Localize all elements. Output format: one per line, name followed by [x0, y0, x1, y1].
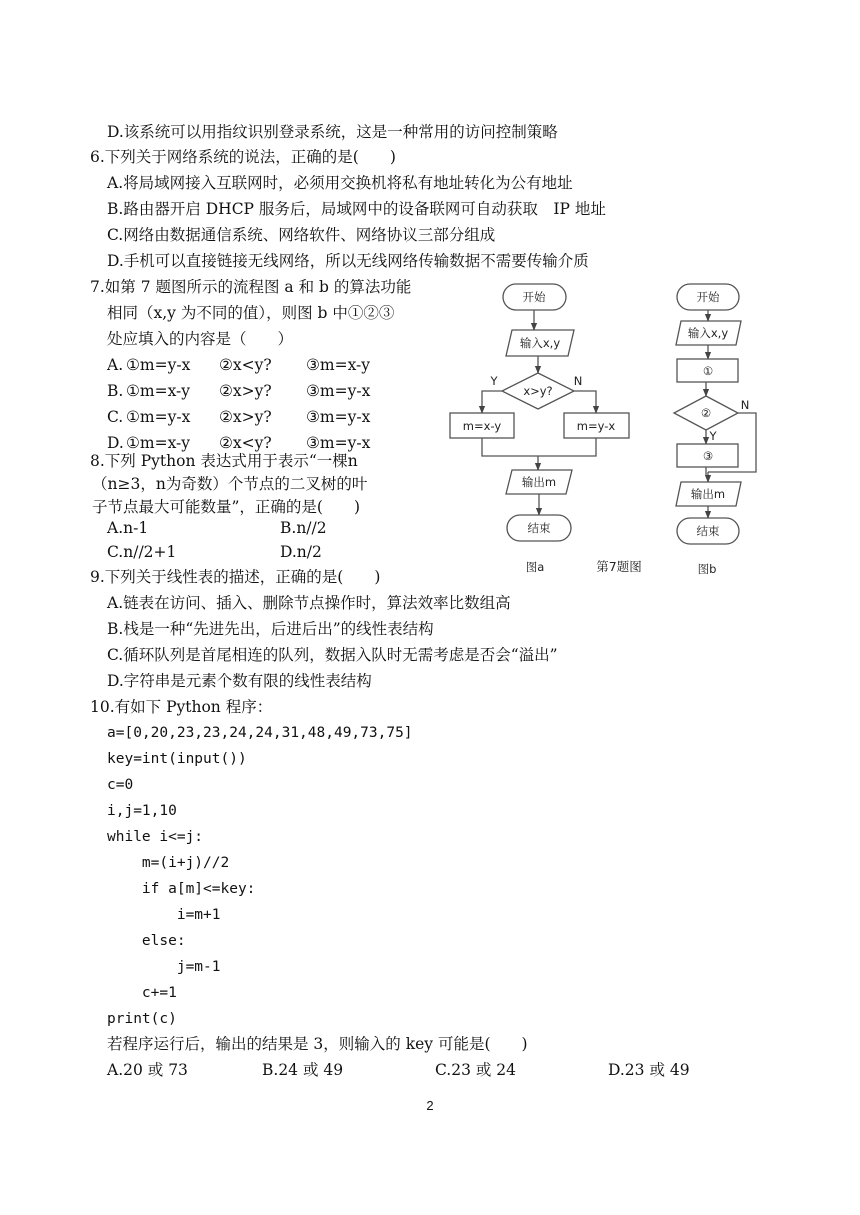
q8-option-b: B.n//2 [280, 519, 327, 537]
q7-option-c-col2: ②x>y? [219, 408, 272, 426]
q6-option-d: D.手机可以直接链接无线网络，所以无线网络传输数据不需要传输介质 [107, 252, 589, 270]
chart-b-yes-label: Y [709, 429, 717, 443]
q8-stem-line3: 子节点最大可能数量”，正确的是( ) [92, 498, 361, 516]
chart-a-input-label: 输入x,y [519, 336, 561, 350]
chart-a-decision-label: x>y? [523, 384, 553, 398]
q7-option-b-col1: ①m=x-y [126, 382, 191, 400]
chart-b-no-label: N [740, 398, 750, 412]
code-line: i=m+1 [107, 907, 221, 923]
code-line: else: [107, 933, 186, 949]
q7-stem-line2: 相同（x,y 为不同的值），则图 b 中①②③ [107, 304, 395, 322]
code-line: c=0 [107, 777, 134, 793]
chart-a-start-label: 开始 [522, 290, 546, 304]
q7-option-a-col2: ②x<y? [219, 356, 272, 374]
q10-option-c: C.23 或 24 [435, 1061, 517, 1079]
chart-b-caption: 图b [697, 562, 717, 576]
q10-question: 若程序运行后，输出的结果是 3，则输入的 key 可能是( ) [107, 1035, 528, 1053]
q6-option-b: B.路由器开启 DHCP 服务后，局域网中的设备联网可自动获取 IP 地址 [107, 200, 606, 218]
chart-a-left-process-label: m=x-y [462, 419, 502, 433]
q9-option-d: D.字符串是元素个数有限的线性表结构 [107, 672, 372, 690]
code-line: c+=1 [107, 985, 177, 1001]
chart-b-output-label: 输出m [690, 487, 726, 501]
chart-b-step3-label: ③ [702, 449, 714, 463]
figure-caption: 第7题图 [596, 559, 642, 574]
q7-option-b-label: B. [107, 382, 124, 400]
chart-a-caption: 图a [525, 560, 545, 574]
q7-option-a-col3: ③m=x-y [306, 356, 371, 374]
chart-b-start-label: 开始 [696, 290, 720, 304]
q8-stem-line1: 8.下列 Python 表达式用于表示“一棵n [90, 452, 358, 470]
code-line: print(c) [107, 1011, 177, 1027]
page-number: 2 [426, 1098, 434, 1113]
code-line: key=int(input()) [107, 751, 247, 767]
q6-stem: 6.下列关于网络系统的说法，正确的是( ) [90, 148, 396, 166]
q7-option-c-col1: ①m=y-x [126, 408, 191, 426]
code-line: j=m-1 [107, 959, 221, 975]
q7-option-c-label: C. [107, 408, 124, 426]
chart-a-end-label: 结束 [527, 521, 551, 535]
q8-option-d: D.n/2 [280, 543, 322, 561]
chart-b-end-label: 结束 [696, 524, 720, 538]
chart-a-output-label: 输出m [521, 475, 557, 489]
q7-option-b-col3: ③m=y-x [306, 382, 371, 400]
q7-option-c-col3: ③m=y-x [306, 408, 371, 426]
q9-option-b: B.栈是一种“先进先出，后进后出”的线性表结构 [107, 620, 434, 638]
q5-option-d: D.该系统可以用指纹识别登录系统，这是一种常用的访问控制策略 [107, 123, 558, 141]
chart-b-decision-label: ② [700, 406, 712, 420]
q9-stem: 9.下列关于线性表的描述，正确的是( ) [90, 568, 381, 586]
code-line: if a[m]<=key: [107, 881, 256, 897]
chart-b-step1-label: ① [702, 364, 714, 378]
q10-option-b: B.24 或 49 [262, 1061, 344, 1079]
q7-option-d-label: D. [107, 434, 124, 452]
q7-option-a-label: A. [107, 356, 124, 374]
q7-stem-line1: 7.如第 7 题图所示的流程图 a 和 b 的算法功能 [90, 278, 412, 296]
q7-flowchart-figure [440, 275, 770, 585]
q10-option-a: A.20 或 73 [107, 1061, 188, 1079]
code-line: while i<=j: [107, 829, 204, 845]
code-line: m=(i+j)//2 [107, 855, 230, 871]
q7-option-a-col1: ①m=y-x [126, 356, 191, 374]
q8-option-a: A.n-1 [107, 519, 149, 537]
q6-option-c: C.网络由数据通信系统、网络软件、网络协议三部分组成 [107, 226, 496, 244]
q9-option-a: A.链表在访问、插入、删除节点操作时，算法效率比数组高 [107, 594, 511, 612]
code-line: a=[0,20,23,23,24,24,31,48,49,73,75] [107, 725, 413, 741]
q10-option-d: D.23 或 49 [608, 1061, 690, 1079]
chart-a-no-label: N [573, 374, 583, 388]
q7-option-b-col2: ②x>y? [219, 382, 272, 400]
q8-stem-line2: （n≥3，n为奇数）个节点的二叉树的叶 [92, 475, 368, 493]
chart-b-input-label: 输入x,y [687, 326, 729, 340]
q7-option-d-col3: ③m=y-x [306, 434, 371, 452]
q7-option-d-col1: ①m=x-y [126, 434, 191, 452]
q8-option-c: C.n//2+1 [107, 543, 177, 561]
q6-option-a: A.将局域网接入互联网时，必须用交换机将私有地址转化为公有地址 [107, 174, 573, 192]
chart-a-right-process-label: m=y-x [576, 419, 616, 433]
q9-option-c: C.循环队列是首尾相连的队列，数据入队时无需考虑是否会“溢出” [107, 646, 558, 664]
q7-stem-line3: 处应填入的内容是（ ） [107, 330, 294, 348]
q10-stem: 10.有如下 Python 程序： [90, 698, 273, 716]
chart-a-yes-label: Y [490, 374, 498, 388]
code-line: i,j=1,10 [107, 803, 177, 819]
q7-option-d-col2: ②x<y? [219, 434, 272, 452]
